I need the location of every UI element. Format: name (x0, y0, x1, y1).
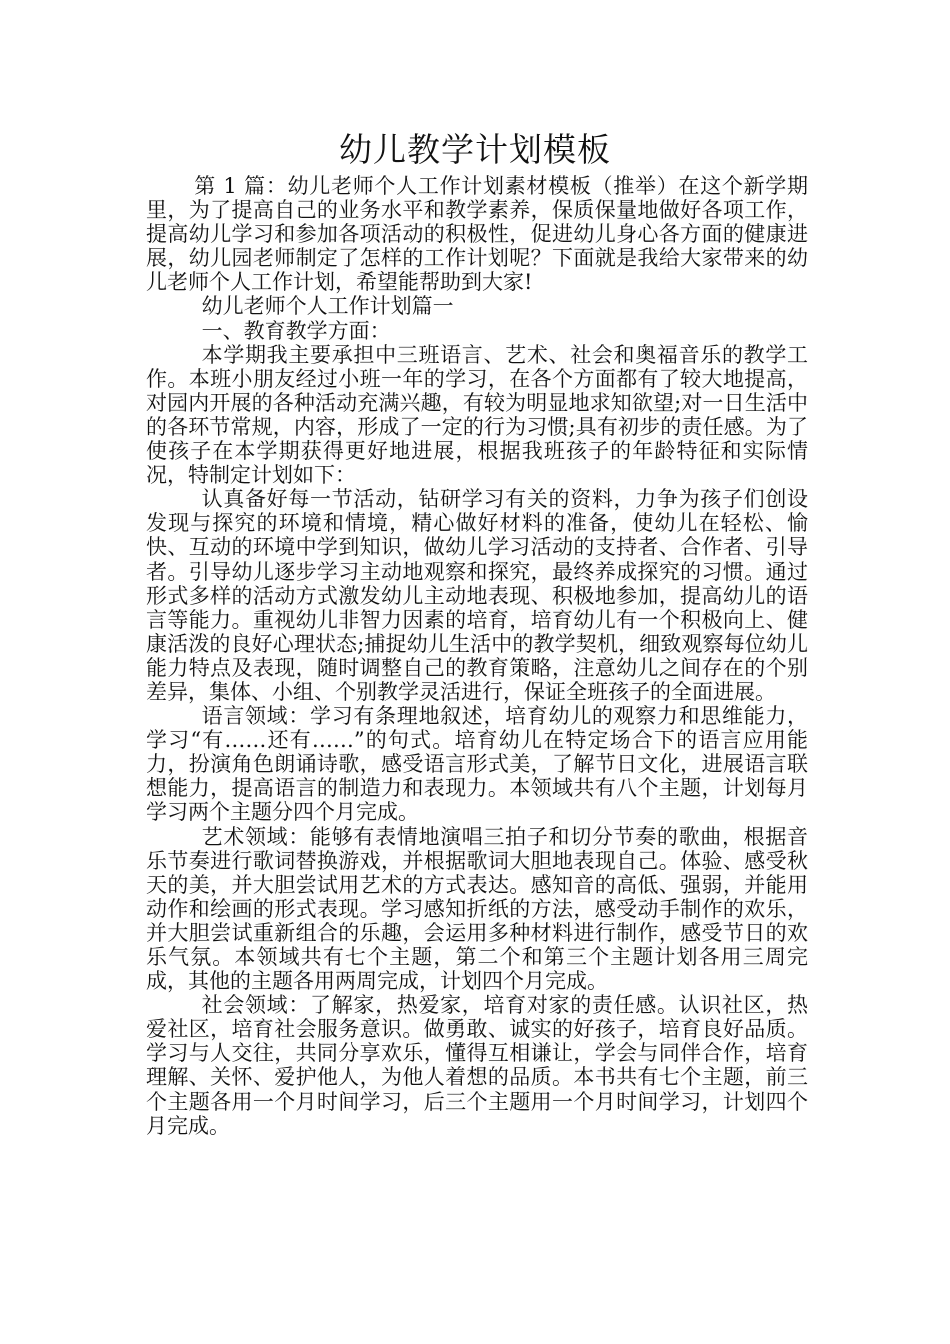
paragraph-intro: 第 1 篇：幼儿老师个人工作计划素材模板（推举）在这个新学期里，为了提高自己的业务水平和教学素养，保质保量地做好各项工作，提高幼儿学习和参加各项活动的积极性，促进幼儿身心各方面的健康进展，幼儿园老师制定了怎样的工作计划呢？下面就是我给大家带来的幼儿老师个人工作计划，希望能帮助到大家! (146, 174, 808, 295)
paragraph-teaching-overview: 本学期我主要承担中三班语言、艺术、社会和奥福音乐的教学工作。本班小朋友经过小班一年的学习，在各个方面都有了较大地提高，对园内开展的各种活动充满兴趣，有较为明显地求知欲望;对一日生活中的各环节常规，内容，形成了一定的行为习惯;具有初步的责任感。为了使孩子在本学期获得更好地进展，根据我班孩子的年龄特征和实际情况，特制定计划如下： (146, 342, 808, 488)
document-body (146, 174, 808, 1138)
paragraph-section-heading: 幼儿老师个人工作计划篇一 (201, 294, 454, 319)
paragraph-lesson-preparation: 认真备好每一节活动，钻研学习有关的资料，力争为孩子们创设发现与探究的环境和情境，精心做好材料的准备，使幼儿在轻松、愉快、互动的环境中学到知识，做幼儿学习活动的支持者、合作者、引导者。引导幼儿逐步学习主动地观察和探究，最终养成探究的习惯。通过形式多样的活动方式激发幼儿主动地表现、积极地参加，提高幼儿的语言等能力。重视幼儿非智力因素的培育，培育幼儿有一个积极向上、健康活泼的良好心理状态;捕捉幼儿生活中的教学契机，细致观察每位幼儿能力特点及表现，随时调整自己的教育策略，注意幼儿之间存在的个别差异，集体、小组、个别教学灵活进行，保证全班孩子的全面进展。 (146, 487, 808, 704)
document-title: 幼儿教学计划模板 (339, 130, 611, 169)
paragraph-social-domain: 社会领域：了解家，热爱家，培育对家的责任感。认识社区，热爱社区，培育社会服务意识。做勇敢、诚实的好孩子，培育良好品质。学习与人交往，共同分享欢乐，懂得互相谦让，学会与同伴合作，培育理解、关怀、爱护他人，为他人着想的品质。本书共有七个主题，前三个主题各用一个月时间学习，后三个主题用一个月时间学习，计划四个月完成。 (146, 993, 808, 1138)
paragraph-subheading-teaching: 一、教育教学方面： (201, 318, 391, 343)
paragraph-language-domain: 语言领域：学习有条理地叙述，培育幼儿的观察力和思维能力，学习“有……还有……”的句式。培育幼儿在特定场合下的语言应用能力，扮演角色朗诵诗歌，感受语言形式美，了解节日文化，进展语言联想能力，提高语言的制造力和表现力。本领域共有八个主题，计划每月学习两个主题分四个月完成。 (146, 704, 808, 825)
paragraph-art-domain: 艺术领域：能够有表情地演唱三拍子和切分节奏的歌曲，根据音乐节奏进行歌词替换游戏，并根据歌词大胆地表现自己。体验、感受秋天的美，并大胆尝试用艺术的方式表达。感知音的高低、强弱，并能用动作和绘画的形式表现。学习感知折纸的方法，感受动手制作的欢乐，并大胆尝试重新组合的乐趣，会运用多种材料进行制作，感受节日的欢乐气氛。本领域共有七个主题，第二个和第三个主题计划各用三周完成，其他的主题各用两周完成，计划四个月完成。 (146, 824, 808, 994)
